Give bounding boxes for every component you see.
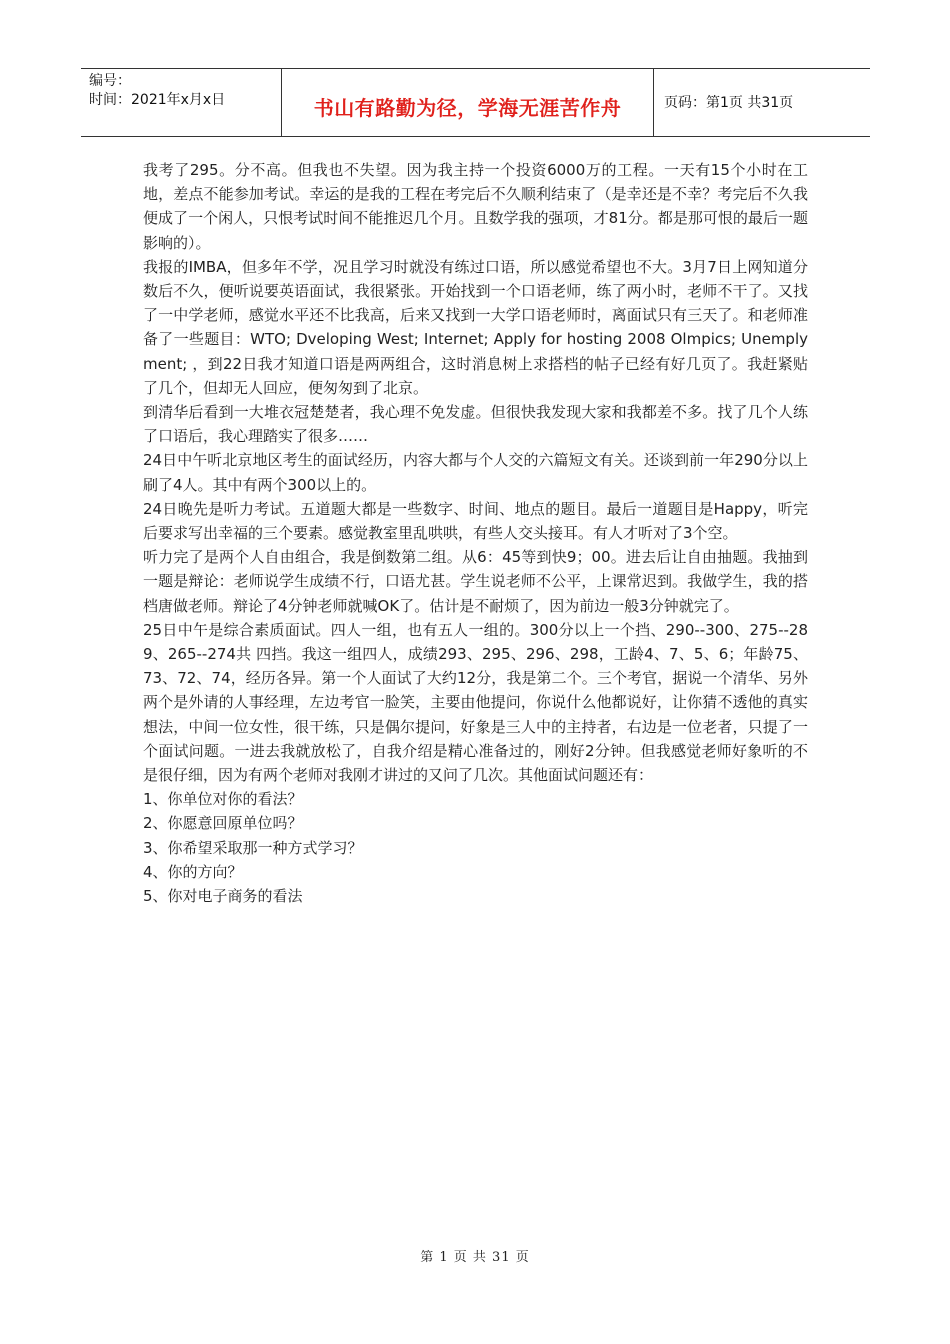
header-motto: 书山有路勤为径，学海无涯苦作舟	[313, 96, 622, 120]
interview-question: 1、你单位对你的看法？	[143, 790, 303, 809]
body-paragraph: 我报的IMBA，但多年不学，况且学习时就没有练过口语，所以感觉希望也不大。3月7日上网知道分数后不久，便听说要英语面试，我很紧张。开始找到一个口语老师，练了两小时，老师不干了。又找了一中学老师，感觉水平还不比我高，后来又找到一大学口语老师时，离面试只有三天了。和老师准备了一些题目：WTO; Dveloping West; Internet; Apply for hosting 2008 Olmpics; Unemplyment; ，到22日我才知道口语是两两组合，这时消息树上求搭档的帖子已经有好几页了。我赶紧贴了几个，但却无人回应，便匆匆到了北京。	[143, 257, 808, 397]
body-paragraph: 24日中午听北京地区考生的面试经历，内容大都与个人交的六篇短文有关。还谈到前一年290分以上刷了4人。其中有两个300以上的。	[143, 451, 808, 494]
interview-question-list	[143, 787, 808, 908]
body-paragraph: 听力完了是两个人自由组合，我是倒数第二组。从6：45等到快9；00。进去后让自由抽题。我抽到一题是辩论：老师说学生成绩不行，口语尤甚。学生说老师不公平，上课常迟到。我做学生，我的搭档唐做老师。辩论了4分钟老师就喊OK了。估计是不耐烦了，因为前边一般3分钟就完了。	[143, 548, 808, 615]
interview-question: 4、你的方向？	[143, 862, 243, 881]
document-body	[143, 158, 808, 908]
body-paragraph: 24日晚先是听力考试。五道题大都是一些数字、时间、地点的题目。最后一道题目是Happy，听完后要求写出幸福的三个要素。感觉教室里乱哄哄，有些人交头接耳。有人才听对了3个空。	[143, 499, 808, 543]
document-header	[81, 68, 870, 137]
body-paragraph: 到清华后看到一大堆衣冠楚楚者，我心理不免发虚。但很快我发现大家和我都差不多。找了几个人练了口语后，我心理踏实了很多……	[143, 403, 808, 446]
header-page-info: 页码：第1页 共31页	[664, 95, 794, 111]
body-paragraph: 我考了295。分不高。但我也不失望。因为我主持一个投资6000万的工程。一天有15个小时在工地，差点不能参加考试。幸运的是我的工程在考完后不久顺利结束了（是幸还是不幸？考完后不久我便成了一个闲人，只恨考试时间不能推迟几个月。且数学我的强项，才81分。都是那可恨的最后一题影响的）。	[143, 161, 808, 252]
document-date-label: 时间：2021年x月x日	[89, 92, 226, 108]
page-footer: 第 1 页 共 31 页	[420, 1250, 530, 1265]
interview-question: 2、你愿意回原单位吗？	[143, 814, 303, 833]
header-page-cell	[654, 69, 870, 136]
header-meta-cell	[81, 69, 282, 136]
interview-question: 3、你希望采取那一种方式学习？	[143, 838, 363, 857]
body-paragraph: 25日中午是综合素质面试。四人一组，也有五人一组的。300分以上一个挡、290--300、275--289、265--274共 四挡。我这一组四人，成绩293、295、296、298，工龄4、7、5、6；年龄75、73、72、74，经历各异。第一个人面试了大约12分，我是第二个。三个考官，据说一个清华、另外两个是外请的人事经理，左边考官一脸笑，主要由他提问，你说什么他都说好，让你猜不透他的真实想法，中间一位女性，很干练，只是偶尔提问，好象是三人中的主持者，右边是一位老者，只提了一个面试问题。一进去我就放松了，自我介绍是精心准备过的，刚好2分钟。但我感觉老师好象听的不是很仔细，因为有两个老师对我刚才讲过的又问了几次。其他面试问题还有：	[143, 620, 808, 785]
header-motto-cell	[282, 69, 654, 136]
document-number-label: 编号：	[89, 73, 131, 89]
interview-question: 5、你对电子商务的看法	[143, 887, 303, 906]
